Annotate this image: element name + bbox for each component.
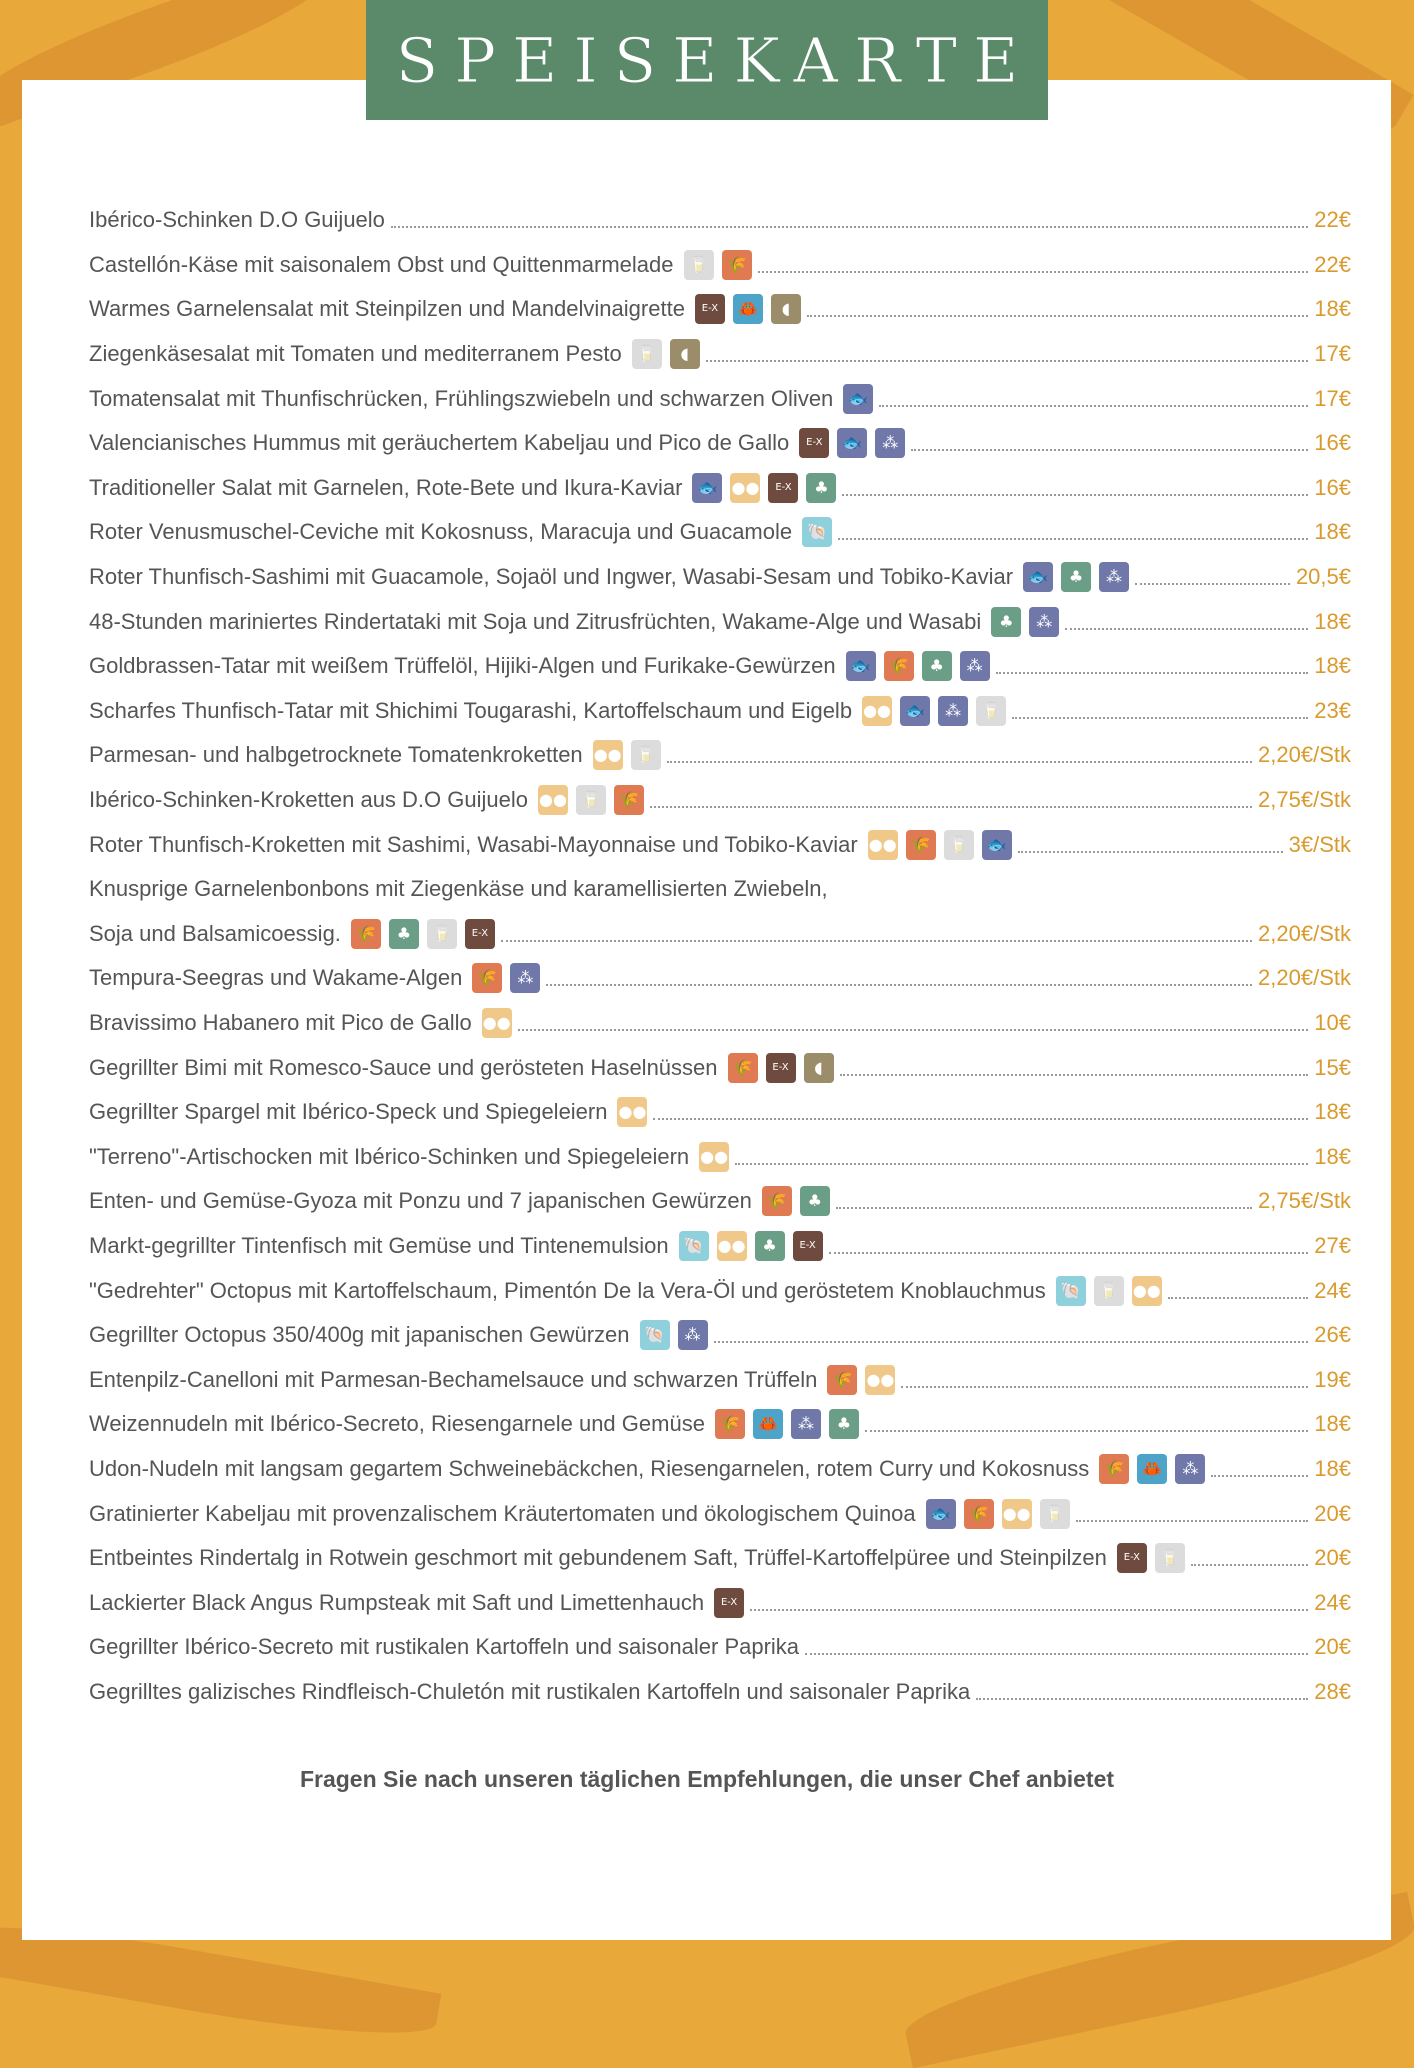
menu-item-name: Ibérico-Schinken D.O Guijuelo	[89, 207, 385, 233]
allergen-gluten-icon: 🌾	[906, 830, 936, 860]
allergen-icons	[699, 1142, 729, 1172]
allergen-icons	[640, 1320, 708, 1350]
allergen-icons	[1056, 1276, 1162, 1306]
menu-item-name: Ibérico-Schinken-Kroketten aus D.O Guijuelo	[89, 787, 528, 813]
menu-item-name: Gegrillter Bimi mit Romesco-Sauce und gerösteten Haselnüssen	[89, 1054, 718, 1080]
menu-item	[89, 1402, 1351, 1447]
allergen-icons	[827, 1365, 895, 1395]
dot-leader	[714, 1341, 1309, 1343]
allergen-icons	[868, 830, 1012, 860]
menu-item-name: Gegrilltes galizisches Rindfleisch-Chuletón mit rustikalen Kartoffeln und saisonaler Paprika	[89, 1678, 971, 1704]
allergen-icons	[862, 696, 1006, 726]
allergen-milk-icon: 🥛	[427, 919, 457, 949]
menu-item-price: 18€	[1314, 608, 1351, 634]
allergen-icons	[351, 919, 495, 949]
menu-item	[89, 644, 1351, 689]
allergen-gluten-icon: 🌾	[762, 1186, 792, 1216]
menu-item-price: 15€	[1314, 1054, 1351, 1080]
dot-leader	[805, 1653, 1308, 1655]
menu-item	[89, 1090, 1351, 1135]
chef-recommendation-note: Fragen Sie nach unseren täglichen Empfehlungen, die unser Chef anbietet	[299, 1766, 1115, 1792]
allergen-sesame-icon: ♣	[922, 651, 952, 681]
allergen-icons	[593, 740, 661, 770]
allergen-sesame-icon: ♣	[389, 919, 419, 949]
menu-item	[89, 1447, 1351, 1492]
menu-item-name: Knusprige Garnelenbonbons mit Ziegenkäse und karamellisierten Zwiebeln,	[89, 876, 828, 902]
allergen-mollusc-icon: 🐚	[1056, 1276, 1086, 1306]
allergen-icons	[846, 651, 990, 681]
menu-item-name: Gratinierter Kabeljau mit provenzalischem Kräutertomaten und ökologischem Quinoa	[89, 1500, 916, 1526]
menu-item	[89, 956, 1351, 1001]
menu-item-price: 18€	[1314, 653, 1351, 679]
allergen-nuts-icon: ◖	[670, 339, 700, 369]
allergen-egg-icon: ●●	[617, 1097, 647, 1127]
allergen-fish-icon: 🐟	[926, 1499, 956, 1529]
menu-item	[89, 421, 1351, 466]
menu-item	[89, 1045, 1351, 1090]
allergen-egg-icon: ●●	[1002, 1499, 1032, 1529]
allergen-egg-icon: ●●	[717, 1231, 747, 1261]
menu-item	[89, 1001, 1351, 1046]
allergen-icons	[714, 1588, 744, 1618]
dot-leader	[706, 360, 1309, 362]
allergen-fish-icon: 🐟	[843, 384, 873, 414]
allergen-milk-icon: 🥛	[1040, 1499, 1070, 1529]
allergen-egg-icon: ●●	[1132, 1276, 1162, 1306]
dot-leader	[1012, 717, 1308, 719]
menu-item-price: 18€	[1314, 1411, 1351, 1437]
menu-item-price: 22€	[1314, 251, 1351, 277]
menu-item	[89, 243, 1351, 288]
menu-item-price: 18€	[1314, 519, 1351, 545]
dot-leader	[735, 1163, 1308, 1165]
allergen-icons	[482, 1008, 512, 1038]
allergen-soy-icon: ⁂	[510, 963, 540, 993]
allergen-gluten-icon: 🌾	[827, 1365, 857, 1395]
menu-item-price: 10€	[1314, 1009, 1351, 1035]
allergen-sulph-icon: E-X	[465, 919, 495, 949]
allergen-gluten-icon: 🌾	[472, 963, 502, 993]
menu-item	[89, 689, 1351, 734]
allergen-soy-icon: ⁂	[791, 1409, 821, 1439]
menu-item-name: "Gedrehter" Octopus mit Kartoffelschaum, Pimentón De la Vera-Öl und geröstetem Knoblauchmus	[89, 1277, 1046, 1303]
allergen-soy-icon: ⁂	[960, 651, 990, 681]
allergen-sulph-icon: E-X	[714, 1588, 744, 1618]
allergen-sesame-icon: ♣	[800, 1186, 830, 1216]
menu-item-name: Gegrillter Ibérico-Secreto mit rustikalen Kartoffeln und saisonaler Paprika	[89, 1634, 800, 1660]
allergen-fish-icon: 🐟	[900, 696, 930, 726]
menu-item-name: Roter Venusmuschel-Ceviche mit Kokosnuss, Maracuja und Guacamole	[89, 519, 793, 545]
menu-item-price: 22€	[1314, 207, 1351, 233]
allergen-icons	[692, 473, 836, 503]
menu-item	[89, 466, 1351, 511]
dot-leader	[546, 984, 1252, 986]
menu-item-price: 20€	[1314, 1545, 1351, 1571]
allergen-sulph-icon: E-X	[1117, 1543, 1147, 1573]
dot-leader	[1018, 851, 1283, 853]
menu-item	[89, 822, 1351, 867]
menu-item-name: Lackierter Black Angus Rumpsteak mit Saft und Limettenhauch	[89, 1589, 705, 1615]
dot-leader	[901, 1386, 1308, 1388]
dot-leader	[667, 761, 1252, 763]
dot-leader	[518, 1029, 1309, 1031]
dot-leader	[996, 672, 1309, 674]
allergen-egg-icon: ●●	[862, 696, 892, 726]
menu-item	[89, 912, 1351, 957]
title-banner	[366, 0, 1048, 120]
menu-item-name: Entbeintes Rindertalg in Rotwein geschmort mit gebundenem Saft, Trüffel-Kartoffelpüree und Steinpilzen	[89, 1545, 1107, 1571]
menu-item-name: Roter Thunfisch-Sashimi mit Guacamole, Sojaöl und Ingwer, Wasabi-Sesam und Tobiko-Kaviar	[89, 564, 1014, 590]
allergen-fish-icon: 🐟	[692, 473, 722, 503]
menu-item-name: Soja und Balsamicoessig.	[89, 920, 341, 946]
allergen-icons	[472, 963, 540, 993]
dot-leader	[807, 315, 1308, 317]
allergen-gluten-icon: 🌾	[715, 1409, 745, 1439]
menu-item	[89, 1134, 1351, 1179]
menu-item-name: Traditioneller Salat mit Garnelen, Rote-Bete und Ikura-Kaviar	[89, 474, 683, 500]
dot-leader	[391, 226, 1308, 228]
dot-leader	[650, 806, 1252, 808]
menu-item	[89, 1268, 1351, 1313]
allergen-soy-icon: ⁂	[938, 696, 968, 726]
menu-item-price: 17€	[1314, 341, 1351, 367]
allergen-sulph-icon: E-X	[695, 294, 725, 324]
dot-leader	[1065, 628, 1308, 630]
allergen-sulph-icon: E-X	[766, 1053, 796, 1083]
menu-item-name: Udon-Nudeln mit langsam gegartem Schweinebäckchen, Riesengarnelen, rotem Curry und Kokosnuss	[89, 1455, 1090, 1481]
menu-item-price: 18€	[1314, 1143, 1351, 1169]
menu-item-price: 2,75€/Stk	[1258, 1188, 1351, 1214]
allergen-fish-icon: 🐟	[846, 651, 876, 681]
allergen-egg-icon: ●●	[868, 830, 898, 860]
allergen-milk-icon: 🥛	[576, 785, 606, 815]
allergen-sesame-icon: ♣	[1061, 562, 1091, 592]
allergen-milk-icon: 🥛	[631, 740, 661, 770]
menu-item-name: Parmesan- und halbgetrocknete Tomatenkroketten	[89, 742, 583, 768]
menu-item-name: Bravissimo Habanero mit Pico de Gallo	[89, 1009, 472, 1035]
allergen-sulph-icon: E-X	[793, 1231, 823, 1261]
allergen-icons	[538, 785, 644, 815]
allergen-crust-icon: 🦀	[733, 294, 763, 324]
allergen-milk-icon: 🥛	[1155, 1543, 1185, 1573]
allergen-crust-icon: 🦀	[753, 1409, 783, 1439]
allergen-icons	[679, 1231, 823, 1261]
menu-item-price: 23€	[1314, 697, 1351, 723]
menu-item	[89, 1580, 1351, 1625]
allergen-icons	[991, 607, 1059, 637]
allergen-fish-icon: 🐟	[1023, 562, 1053, 592]
allergen-soy-icon: ⁂	[1029, 607, 1059, 637]
dot-leader	[1168, 1297, 1308, 1299]
menu-item-price: 3€/Stk	[1288, 831, 1351, 857]
dot-leader	[842, 494, 1308, 496]
menu-item	[89, 733, 1351, 778]
allergen-sulph-icon: E-X	[799, 428, 829, 458]
menu-item	[89, 867, 1351, 912]
dot-leader	[1135, 583, 1290, 585]
dot-leader	[879, 405, 1308, 407]
allergen-icons	[728, 1053, 834, 1083]
menu-item	[89, 510, 1351, 555]
menu-item	[89, 1313, 1351, 1358]
dot-leader	[1211, 1475, 1308, 1477]
menu-item-price: 2,20€/Stk	[1258, 965, 1351, 991]
menu-item-price: 18€	[1314, 1455, 1351, 1481]
allergen-gluten-icon: 🌾	[722, 250, 752, 280]
menu-item	[89, 599, 1351, 644]
allergen-gluten-icon: 🌾	[1099, 1454, 1129, 1484]
dot-leader	[829, 1252, 1309, 1254]
menu-item-name: Goldbrassen-Tatar mit weißem Trüffelöl, Hijiki-Algen und Furikake-Gewürzen	[89, 653, 836, 679]
allergen-soy-icon: ⁂	[1175, 1454, 1205, 1484]
allergen-egg-icon: ●●	[538, 785, 568, 815]
menu-item-name: Tempura-Seegras und Wakame-Algen	[89, 965, 463, 991]
allergen-egg-icon: ●●	[593, 740, 623, 770]
dot-leader	[758, 271, 1309, 273]
dot-leader	[865, 1430, 1308, 1432]
allergen-icons	[617, 1097, 647, 1127]
menu-item-price: 26€	[1314, 1322, 1351, 1348]
dot-leader	[501, 940, 1252, 942]
allergen-gluten-icon: 🌾	[728, 1053, 758, 1083]
allergen-milk-icon: 🥛	[976, 696, 1006, 726]
menu-item-name: Gegrillter Octopus 350/400g mit japanischen Gewürzen	[89, 1322, 630, 1348]
menu-item	[89, 1670, 1351, 1715]
allergen-nuts-icon: ◖	[771, 294, 801, 324]
menu-item-price: 18€	[1314, 296, 1351, 322]
menu-item-name: Markt-gegrillter Tintenfisch mit Gemüse und Tintenemulsion	[89, 1232, 669, 1258]
menu-item-price: 16€	[1314, 474, 1351, 500]
allergen-sesame-icon: ♣	[991, 607, 1021, 637]
allergen-egg-icon: ●●	[730, 473, 760, 503]
menu-list	[89, 198, 1351, 1714]
allergen-gluten-icon: 🌾	[614, 785, 644, 815]
allergen-sesame-icon: ♣	[755, 1231, 785, 1261]
menu-item-name: 48-Stunden mariniertes Rindertataki mit Soja und Zitrusfrüchten, Wakame-Alge und Wasabi	[89, 608, 982, 634]
allergen-milk-icon: 🥛	[944, 830, 974, 860]
allergen-icons	[762, 1186, 830, 1216]
allergen-icons	[684, 250, 752, 280]
allergen-sesame-icon: ♣	[829, 1409, 859, 1439]
menu-item	[89, 287, 1351, 332]
allergen-nuts-icon: ◖	[804, 1053, 834, 1083]
allergen-gluten-icon: 🌾	[351, 919, 381, 949]
menu-item-name: Gegrillter Spargel mit Ibérico-Speck und Spiegeleiern	[89, 1099, 608, 1125]
allergen-mollusc-icon: 🐚	[679, 1231, 709, 1261]
dot-leader	[750, 1609, 1308, 1611]
allergen-mollusc-icon: 🐚	[640, 1320, 670, 1350]
menu-item-name: Enten- und Gemüse-Gyoza mit Ponzu und 7 japanischen Gewürzen	[89, 1188, 752, 1214]
allergen-icons	[695, 294, 801, 324]
allergen-icons	[1099, 1454, 1205, 1484]
dot-leader	[836, 1207, 1252, 1209]
menu-item-price: 2,20€/Stk	[1258, 920, 1351, 946]
allergen-crust-icon: 🦀	[1137, 1454, 1167, 1484]
allergen-icons	[926, 1499, 1070, 1529]
dot-leader	[911, 449, 1308, 451]
menu-item-price: 20€	[1314, 1634, 1351, 1660]
allergen-soy-icon: ⁂	[678, 1320, 708, 1350]
menu-item-price: 24€	[1314, 1277, 1351, 1303]
allergen-milk-icon: 🥛	[684, 250, 714, 280]
menu-item	[89, 1224, 1351, 1269]
allergen-milk-icon: 🥛	[632, 339, 662, 369]
menu-item	[89, 198, 1351, 243]
menu-item	[89, 1357, 1351, 1402]
menu-item-price: 2,75€/Stk	[1258, 787, 1351, 813]
menu-item-price: 20€	[1314, 1500, 1351, 1526]
menu-item-price: 28€	[1314, 1678, 1351, 1704]
allergen-fish-icon: 🐟	[837, 428, 867, 458]
menu-item-name: "Terreno"-Artischocken mit Ibérico-Schinken und Spiegeleiern	[89, 1143, 690, 1169]
menu-item	[89, 1179, 1351, 1224]
allergen-gluten-icon: 🌾	[964, 1499, 994, 1529]
dot-leader	[1076, 1520, 1309, 1522]
dot-leader	[840, 1074, 1309, 1076]
menu-item-price: 19€	[1314, 1366, 1351, 1392]
allergen-soy-icon: ⁂	[1099, 562, 1129, 592]
menu-item	[89, 555, 1351, 600]
menu-item-price: 27€	[1314, 1232, 1351, 1258]
allergen-sesame-icon: ♣	[806, 473, 836, 503]
menu-item-name: Scharfes Thunfisch-Tatar mit Shichimi Tougarashi, Kartoffelschaum und Eigelb	[89, 697, 853, 723]
dot-leader	[1191, 1564, 1308, 1566]
menu-item	[89, 1536, 1351, 1581]
menu-item-name: Weizennudeln mit Ibérico-Secreto, Riesengarnele und Gemüse	[89, 1411, 705, 1437]
menu-item	[89, 778, 1351, 823]
dot-leader	[653, 1118, 1308, 1120]
menu-item	[89, 332, 1351, 377]
menu-item-name: Ziegenkäsesalat mit Tomaten und mediterranem Pesto	[89, 341, 622, 367]
allergen-icons	[1023, 562, 1129, 592]
allergen-icons	[1117, 1543, 1185, 1573]
menu-item-price: 20,5€	[1295, 564, 1351, 590]
allergen-icons	[802, 517, 832, 547]
allergen-icons	[632, 339, 700, 369]
page-title: SPEISEKARTE	[395, 23, 1035, 97]
allergen-icons	[715, 1409, 859, 1439]
menu-item-name: Tomatensalat mit Thunfischrücken, Frühlingszwiebeln und schwarzen Oliven	[89, 385, 834, 411]
allergen-icons	[843, 384, 873, 414]
dot-leader	[976, 1698, 1308, 1700]
allergen-sulph-icon: E-X	[768, 473, 798, 503]
allergen-mollusc-icon: 🐚	[802, 517, 832, 547]
menu-item-name: Castellón-Käse mit saisonalem Obst und Quittenmarmelade	[89, 251, 674, 277]
allergen-egg-icon: ●●	[699, 1142, 729, 1172]
allergen-egg-icon: ●●	[482, 1008, 512, 1038]
menu-item-name: Entenpilz-Canelloni mit Parmesan-Bechamelsauce und schwarzen Trüffeln	[89, 1366, 818, 1392]
allergen-soy-icon: ⁂	[875, 428, 905, 458]
menu-item-name: Valencianisches Hummus mit geräuchertem Kabeljau und Pico de Gallo	[89, 430, 790, 456]
allergen-milk-icon: 🥛	[1094, 1276, 1124, 1306]
allergen-fish-icon: 🐟	[982, 830, 1012, 860]
allergen-egg-icon: ●●	[865, 1365, 895, 1395]
menu-item-name: Roter Thunfisch-Kroketten mit Sashimi, Wasabi-Mayonnaise und Tobiko-Kaviar	[89, 831, 858, 857]
allergen-icons	[799, 428, 905, 458]
allergen-gluten-icon: 🌾	[884, 651, 914, 681]
menu-item-price: 16€	[1314, 430, 1351, 456]
menu-item-price: 17€	[1314, 385, 1351, 411]
menu-item-price: 18€	[1314, 1099, 1351, 1125]
menu-item	[89, 376, 1351, 421]
menu-item-name: Warmes Garnelensalat mit Steinpilzen und Mandelvinaigrette	[89, 296, 685, 322]
menu-item	[89, 1491, 1351, 1536]
menu-item-price: 2,20€/Stk	[1258, 742, 1351, 768]
menu-item	[89, 1625, 1351, 1670]
menu-item-price: 24€	[1314, 1589, 1351, 1615]
dot-leader	[838, 538, 1308, 540]
